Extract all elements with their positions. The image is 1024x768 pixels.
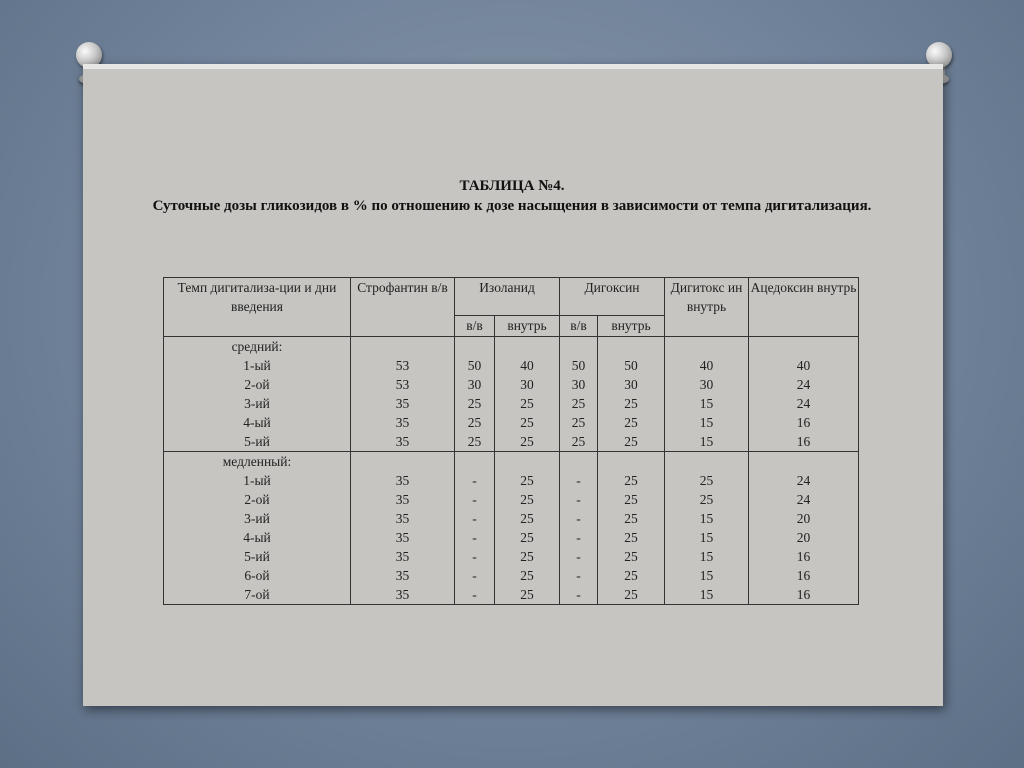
- dose-value: 35: [395, 511, 410, 526]
- subheader-isolanid-iv: в/в: [455, 316, 495, 337]
- dose-value: 35: [395, 492, 410, 507]
- dose-value: 25: [520, 415, 534, 430]
- day-label: 2-ой: [244, 492, 270, 507]
- dose-value: -: [576, 530, 581, 545]
- dose-value: 35: [395, 568, 410, 583]
- day-label: 5-ий: [244, 549, 270, 564]
- dose-value: 15: [699, 434, 714, 449]
- dose-value: 25: [520, 511, 534, 526]
- rate-days-cell: [164, 337, 351, 452]
- dose-value: 35: [395, 530, 410, 545]
- dose-value: 40: [796, 358, 811, 373]
- dose-value: -: [472, 549, 477, 564]
- table-row: [164, 337, 859, 452]
- dose-value: 25: [520, 434, 534, 449]
- dose-value: 25: [520, 530, 534, 545]
- dose-value: 25: [624, 473, 638, 488]
- dose-value: 25: [624, 396, 638, 411]
- day-label: 1-ый: [243, 358, 271, 373]
- strophanthin-cell: [351, 452, 455, 605]
- dose-value: 15: [699, 587, 714, 602]
- header-rate: Темп дигитализа-ции и дни введения: [164, 278, 351, 337]
- dose-value: 15: [699, 568, 714, 583]
- isolanid-oral-cell: [495, 337, 560, 452]
- dose-value: 25: [624, 434, 638, 449]
- dose-value: 50: [624, 358, 638, 373]
- dose-value: 53: [395, 377, 410, 392]
- subheader-digoxin-iv: в/в: [560, 316, 598, 337]
- header-acedoxin: Ацедоксин внутрь: [749, 278, 859, 337]
- dose-value: 25: [467, 434, 482, 449]
- dose-value: 25: [520, 568, 534, 583]
- dose-value: -: [472, 530, 477, 545]
- dose-value: 24: [796, 377, 811, 392]
- dose-value: 25: [624, 587, 638, 602]
- dose-value: 25: [520, 587, 534, 602]
- day-label: 3-ий: [244, 511, 270, 526]
- header-strophanthin: Строфантин в/в: [351, 278, 455, 337]
- dose-value: 30: [624, 377, 638, 392]
- header-digitoxin: Дигитокс ин внутрь: [665, 278, 749, 337]
- dose-value: 15: [699, 415, 714, 430]
- dose-value: 25: [624, 511, 638, 526]
- dose-value: 25: [699, 473, 714, 488]
- title-block: [0, 176, 1024, 216]
- dose-value: 25: [520, 473, 534, 488]
- day-label: 7-ой: [244, 587, 270, 602]
- dose-value: -: [576, 549, 581, 564]
- dose-value: 35: [395, 473, 410, 488]
- dose-value: 25: [624, 549, 638, 564]
- dose-value: 16: [796, 434, 811, 449]
- dose-value: 15: [699, 511, 714, 526]
- dose-value: -: [472, 492, 477, 507]
- dose-value: -: [576, 473, 581, 488]
- dose-value: 35: [395, 587, 410, 602]
- dose-value: 35: [395, 434, 410, 449]
- dose-value: -: [472, 587, 477, 602]
- dose-value: 25: [624, 530, 638, 545]
- day-label: 5-ий: [244, 434, 270, 449]
- day-label: 6-ой: [244, 568, 270, 583]
- isolanid-iv-cell: [455, 337, 495, 452]
- dose-value: -: [576, 511, 581, 526]
- dose-value: -: [576, 587, 581, 602]
- digoxin-oral-cell: [598, 452, 665, 605]
- dose-value: 16: [796, 587, 811, 602]
- dose-value: 25: [699, 492, 714, 507]
- dose-value: 30: [467, 377, 482, 392]
- dose-value: 25: [624, 415, 638, 430]
- dose-value: -: [472, 473, 477, 488]
- dose-value: 16: [796, 415, 811, 430]
- dose-value: 25: [520, 396, 534, 411]
- dose-value: 24: [796, 473, 811, 488]
- dose-value: 15: [699, 530, 714, 545]
- doses-table: [163, 277, 859, 605]
- dose-value: 50: [571, 358, 586, 373]
- dose-value: 16: [796, 549, 811, 564]
- acedoxin-cell: [749, 452, 859, 605]
- day-label: 3-ий: [244, 396, 270, 411]
- dose-value: 30: [571, 377, 586, 392]
- dose-value: 25: [571, 396, 586, 411]
- dose-value: 24: [796, 492, 811, 507]
- dose-value: 30: [699, 377, 714, 392]
- digoxin-iv-cell: [560, 452, 598, 605]
- header-digoxin: Дигоксин: [560, 278, 665, 316]
- dose-value: 25: [624, 568, 638, 583]
- dose-value: 40: [520, 358, 534, 373]
- day-label: 4-ый: [243, 530, 271, 545]
- group-name: медленный:: [222, 454, 292, 469]
- dose-value: 25: [624, 492, 638, 507]
- dose-value: -: [472, 511, 477, 526]
- dose-value: 25: [571, 434, 586, 449]
- day-label: 1-ый: [243, 473, 271, 488]
- dose-value: 35: [395, 415, 410, 430]
- isolanid-oral-cell: [495, 452, 560, 605]
- digoxin-iv-cell: [560, 337, 598, 452]
- dose-value: -: [576, 568, 581, 583]
- digitoxin-cell: [665, 337, 749, 452]
- day-label: 4-ый: [243, 415, 271, 430]
- subheader-isolanid-oral: внутрь: [495, 316, 560, 337]
- dose-value: 35: [395, 549, 410, 564]
- table-subtitle: Суточные дозы гликозидов в % по отношению к дозе насыщения в зависимости от темпа дигитализация.: [152, 198, 872, 214]
- digoxin-oral-cell: [598, 337, 665, 452]
- dose-value: 53: [395, 358, 410, 373]
- table-row: [164, 452, 859, 605]
- dose-value: 25: [520, 549, 534, 564]
- dose-value: 25: [571, 415, 586, 430]
- dose-value: 35: [395, 396, 410, 411]
- dose-value: 24: [796, 396, 811, 411]
- subheader-digoxin-oral: внутрь: [598, 316, 665, 337]
- table-title: ТАБЛИЦА №4.: [459, 178, 565, 194]
- dose-value: -: [472, 568, 477, 583]
- dose-value: 15: [699, 396, 714, 411]
- dose-value: 25: [467, 396, 482, 411]
- dose-value: 15: [699, 549, 714, 564]
- dose-value: 25: [520, 492, 534, 507]
- dose-value: 30: [520, 377, 534, 392]
- isolanid-iv-cell: [455, 452, 495, 605]
- dose-value: 20: [796, 511, 811, 526]
- rate-days-cell: [164, 452, 351, 605]
- day-label: 2-ой: [244, 377, 270, 392]
- strophanthin-cell: [351, 337, 455, 452]
- digitoxin-cell: [665, 452, 749, 605]
- dose-value: 20: [796, 530, 811, 545]
- dose-value: -: [576, 492, 581, 507]
- group-name: средний:: [231, 339, 283, 354]
- dose-value: 40: [699, 358, 714, 373]
- dose-value: 25: [467, 415, 482, 430]
- dose-value: 50: [467, 358, 482, 373]
- acedoxin-cell: [749, 337, 859, 452]
- dose-value: 16: [796, 568, 811, 583]
- header-isolanid: Изоланид: [455, 278, 560, 316]
